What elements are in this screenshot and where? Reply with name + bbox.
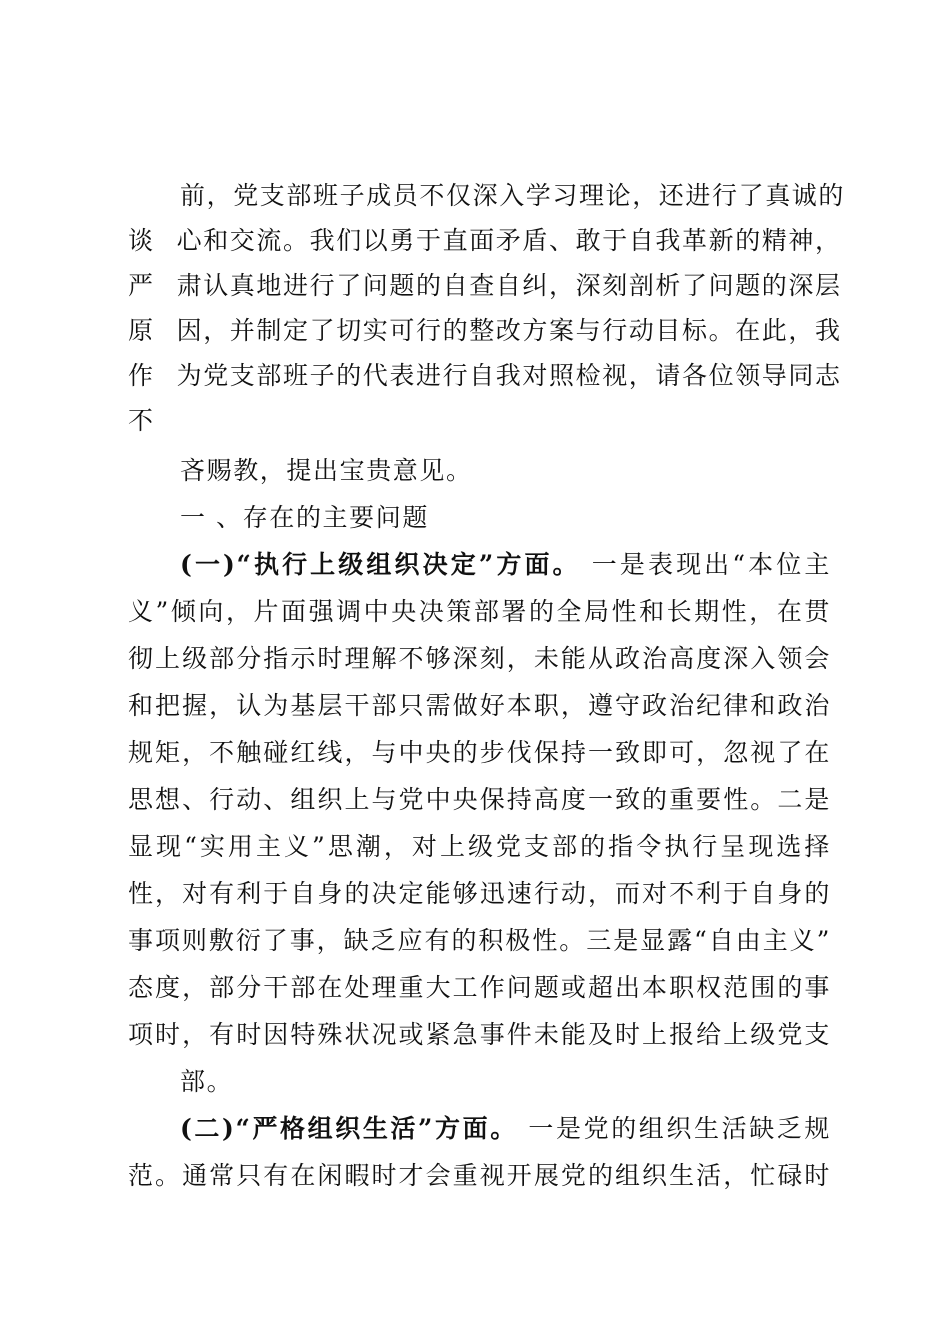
paragraph-line: 规矩，不触碰红线，与中央的步伐保持一致即可，忽视了在 — [128, 738, 831, 767]
paragraph-line: 范。通常只有在闲暇时才会重视开展党的组织生活，忙碌时 — [128, 1161, 831, 1190]
paragraph-line: 性，对有利于自身的决定能够迅速行动，而对不利于自身的 — [128, 879, 831, 908]
subsection-heading-line — [180, 1109, 831, 1149]
line-text: 心和交流。我们以勇于直面矛盾、敢于自我革新的精神， — [176, 226, 842, 255]
paragraph-line: 前，党支部班子成员不仅深入学习理论，还进行了真诚的 — [180, 181, 846, 210]
subsection-heading: (一)“执行上级组织决定”方面。 — [180, 550, 581, 579]
paragraph-line: 部。 — [180, 1067, 234, 1096]
subsection-heading: (二)“严格组织生活”方面。 — [180, 1114, 518, 1143]
paragraph-line: 显现“实用主义”思潮，对上级党支部的指令执行呈现选择 — [128, 832, 831, 861]
paragraph-line: 思想、行动、组织上与党中央保持高度一致的重要性。二是 — [128, 785, 831, 814]
subsection-heading-line — [180, 545, 831, 585]
paragraph-line — [128, 311, 842, 351]
section-heading: 一 、存在的主要问题 — [180, 503, 429, 532]
paragraph-line — [128, 266, 842, 306]
paragraph-line: 项时，有时因特殊状况或紧急事件未能及时上报给上级党支 — [128, 1020, 831, 1049]
paragraph-line: 和把握，认为基层干部只需做好本职，遵守政治纪律和政治 — [128, 691, 831, 720]
paragraph-line: 彻上级部分指示时理解不够深刻，未能从政治高度深入领会 — [128, 644, 831, 673]
line-lead-char: 谈 — [128, 226, 155, 255]
line-lead-char: 作 — [128, 361, 155, 390]
line-lead-char: 严 — [128, 271, 155, 300]
paragraph-line — [128, 221, 842, 261]
line-text: 为党支部班子的代表进行自我对照检视，请各位领导同志 — [176, 361, 842, 390]
line-text: 因，并制定了切实可行的整改方案与行动目标。在此，我 — [176, 316, 842, 345]
line-text: 肃认真地进行了问题的自查自纠，深刻剖析了问题的深层 — [176, 271, 842, 300]
paragraph-line: 吝赐教，提出宝贵意见。 — [180, 456, 473, 485]
paragraph-line: 不 — [128, 406, 155, 435]
paragraph-line — [128, 356, 842, 396]
subsection-lead-text: 一是党的组织生活缺乏规 — [528, 1114, 831, 1143]
paragraph-line: 事项则敷衍了事，缺乏应有的积极性。三是显露“自由主义” — [128, 926, 831, 955]
line-lead-char: 原 — [128, 316, 155, 345]
paragraph-line: 义”倾向，片面强调中央决策部署的全局性和长期性，在贯 — [128, 597, 831, 626]
paragraph-line: 态度，部分干部在处理重大工作问题或超出本职权范围的事 — [128, 973, 831, 1002]
subsection-lead-text: 一是表现出“本位主 — [591, 550, 831, 579]
